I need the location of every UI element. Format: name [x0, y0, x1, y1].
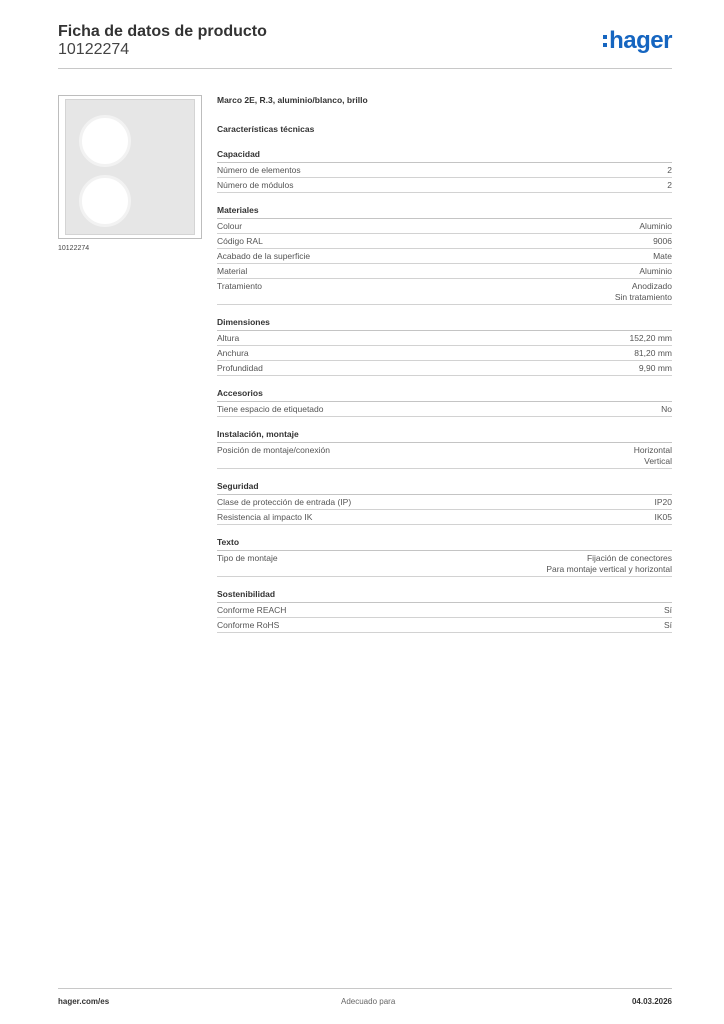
spec-row: [217, 618, 672, 633]
logo-dots-icon: [603, 33, 607, 49]
footer-website[interactable]: hager.com/es: [58, 997, 110, 1006]
spec-value: 81,20 mm: [634, 348, 672, 358]
spec-row: [217, 178, 672, 193]
spec-label: Posición de montaje/conexión: [217, 445, 330, 455]
product-name: Marco 2E, R.3, aluminio/blanco, brillo: [217, 95, 368, 105]
spec-label: Número de elementos: [217, 165, 301, 175]
spec-section-title: Sostenibilidad: [217, 589, 672, 603]
spec-label: Clase de protección de entrada (IP): [217, 497, 352, 507]
logo-text: hager: [609, 27, 672, 54]
spec-value: 2: [667, 165, 672, 175]
spec-section-title: Texto: [217, 537, 672, 551]
spec-value: 152,20 mm: [629, 333, 672, 343]
spec-value: IK05: [654, 512, 672, 522]
spec-value: 9006: [653, 236, 672, 246]
footer-suitable-for: Adecuado para: [341, 997, 396, 1006]
footer-date: 04.03.2026: [631, 997, 672, 1006]
spec-value: Sí: [663, 605, 672, 615]
spec-label: Colour: [217, 221, 243, 231]
spec-label: Resistencia al impacto IK: [217, 512, 313, 522]
spec-label: Tipo de montaje: [217, 553, 278, 563]
spec-row: [217, 264, 672, 279]
spec-row: [217, 331, 672, 346]
spec-section: [217, 149, 672, 193]
spec-section: [217, 205, 672, 305]
frame-plate-illustration: [65, 99, 195, 235]
brand-logo: [603, 28, 672, 54]
spec-label: Anchura: [217, 348, 249, 358]
footer-divider: [58, 988, 672, 989]
spec-label: Profundidad: [217, 363, 263, 373]
spec-label: Tratamiento: [217, 281, 263, 291]
spec-row: [217, 551, 672, 577]
spec-section: [217, 589, 672, 633]
spec-label: Conforme REACH: [217, 605, 287, 615]
spec-section-title: Capacidad: [217, 149, 672, 163]
spec-row: [217, 510, 672, 525]
spec-section-title: Accesorios: [217, 388, 672, 402]
spec-label: Tiene espacio de etiquetado: [217, 404, 324, 414]
spec-value: Sí: [663, 620, 672, 630]
frame-opening-top: [79, 115, 131, 167]
document-title: Ficha de datos de producto: [58, 23, 267, 40]
product-image: [58, 95, 202, 239]
spec-label: Altura: [217, 333, 240, 343]
spec-row: [217, 163, 672, 178]
spec-section: [217, 481, 672, 525]
spec-label: Código RAL: [217, 236, 263, 246]
image-caption: 10122274: [58, 245, 90, 252]
spec-row: [217, 603, 672, 618]
spec-section-title: Seguridad: [217, 481, 672, 495]
spec-section-title: Dimensiones: [217, 317, 672, 331]
spec-label: Material: [217, 266, 248, 276]
spec-value: Aluminio: [639, 221, 672, 231]
spec-value: Anodizado Sin tratamiento: [614, 281, 672, 302]
spec-row: [217, 234, 672, 249]
technical-characteristics-heading: Características técnicas: [217, 124, 315, 134]
spec-sections: [217, 149, 672, 633]
spec-value: Fijación de conectores Para montaje vertical y horizontal: [546, 553, 672, 574]
frame-opening-bottom: [79, 175, 131, 227]
spec-value: Horizontal Vertical: [633, 445, 672, 466]
spec-value: IP20: [654, 497, 672, 507]
spec-section: [217, 388, 672, 417]
spec-value: 9,90 mm: [638, 363, 672, 373]
spec-section: [217, 537, 672, 577]
spec-row: [217, 402, 672, 417]
spec-row: [217, 346, 672, 361]
spec-row: [217, 249, 672, 264]
header-divider: [58, 68, 672, 69]
spec-section: [217, 317, 672, 376]
spec-row: [217, 361, 672, 376]
spec-section-title: Materiales: [217, 205, 672, 219]
spec-value: Mate: [653, 251, 672, 261]
spec-value: 2: [667, 180, 672, 190]
page-header: [58, 20, 672, 68]
spec-label: Acabado de la superficie: [217, 251, 311, 261]
spec-section: [217, 429, 672, 469]
spec-label: Número de módulos: [217, 180, 294, 190]
spec-section-title: Instalación, montaje: [217, 429, 672, 443]
spec-row: [217, 443, 672, 469]
spec-row: [217, 279, 672, 305]
product-details: [217, 90, 672, 633]
spec-value: No: [661, 404, 672, 414]
spec-row: [217, 495, 672, 510]
product-number: 10122274: [58, 41, 130, 58]
spec-value: Aluminio: [639, 266, 672, 276]
spec-label: Conforme RoHS: [217, 620, 280, 630]
spec-row: [217, 219, 672, 234]
